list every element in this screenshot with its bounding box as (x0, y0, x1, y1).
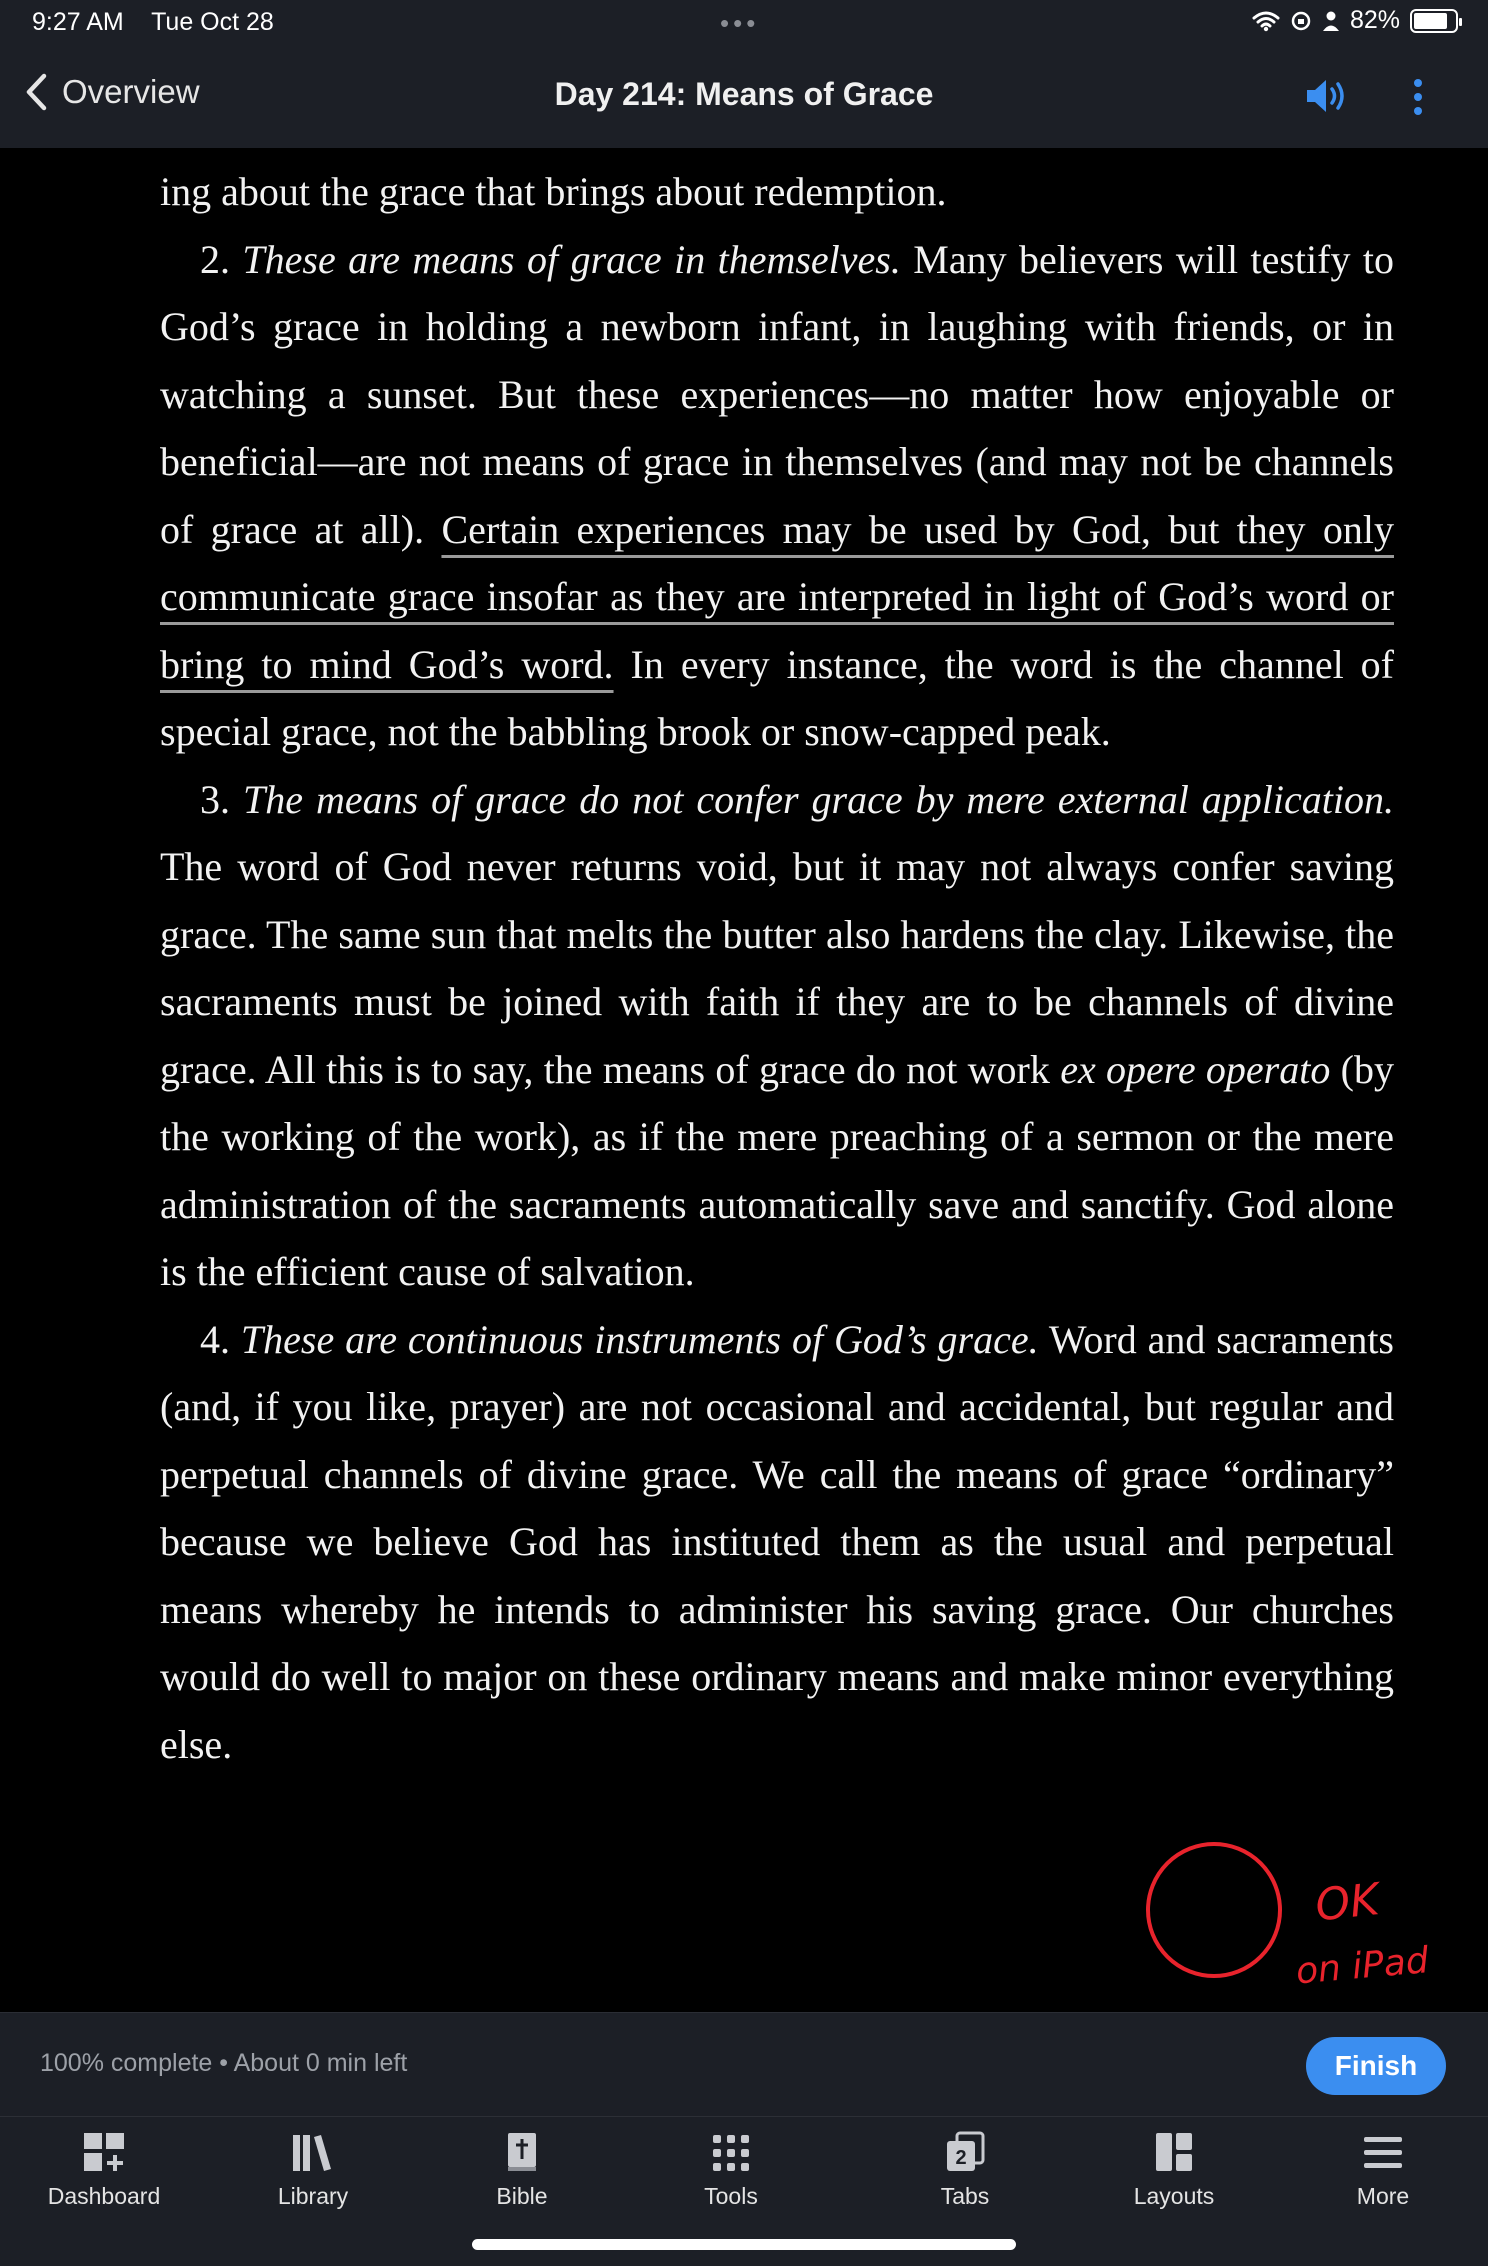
orientation-lock-icon (1290, 10, 1312, 32)
more-options-button[interactable] (1412, 78, 1424, 121)
paragraph-heading: The means of grace do not confer grace by mere external application. (242, 776, 1395, 822)
progress-bar (0, 2012, 1488, 2116)
tabs-count-badge: 2 (955, 2147, 967, 2169)
multitasking-dots-icon[interactable]: ••• (720, 8, 760, 38)
handwritten-annotation (0, 148, 1488, 2012)
status-time (32, 8, 274, 37)
person-icon (1322, 10, 1340, 32)
tab-label: Tools (704, 2183, 758, 2209)
paragraph-heading: These are continuous instruments of God’s grace. (240, 1316, 1039, 1362)
finish-button[interactable]: Finish (1306, 2037, 1446, 2095)
vertical-ellipsis-icon (1412, 78, 1424, 116)
tab-label: Bible (496, 2183, 548, 2209)
layouts-icon (1154, 2131, 1194, 2173)
status-clock: 9:27 AM (32, 8, 124, 36)
paragraph-heading: These are means of grace in themselves. (242, 236, 901, 282)
back-button[interactable] (24, 72, 200, 112)
annotation-circle (1148, 1844, 1280, 1976)
chevron-left-icon (24, 72, 48, 112)
page-title: Day 214: Means of Grace (554, 76, 934, 112)
tab-label: Library (277, 2183, 349, 2209)
tab-more[interactable] (1293, 2131, 1473, 2210)
tab-label: More (1356, 2183, 1410, 2209)
paragraph-text: Many believers will testify to God’s grace in holding a newborn infant, in laughing with friends, or in watching a sunset. But these experiences—no matter how enjoyable or beneficial—are not means of grace in themselves (and may not be channels of grace at all). (160, 236, 1394, 552)
top-bar (0, 0, 1488, 148)
tab-dashboard[interactable] (14, 2131, 194, 2210)
tabs-icon (943, 2131, 987, 2173)
status-date: Tue Oct 28 (151, 8, 274, 36)
tab-library[interactable] (223, 2131, 403, 2210)
more-icon (1362, 2131, 1404, 2173)
tab-tools[interactable] (641, 2131, 821, 2210)
back-label: Overview (62, 73, 200, 110)
bible-icon (502, 2131, 542, 2173)
list-number: 2. (200, 236, 230, 282)
paragraph-text: (by the working of the work), as if the mere preaching of a sermon or the mere administration of the sacraments automatically save and sanctify. God alone is the efficient cause of salvation. (160, 1046, 1394, 1294)
paragraph-text: The word of God never returns void, but it may not always confer saving grace. The same sun that melts the butter also hardens the clay. Likewise, the sacraments must be joined with faith if they are to be channels of divine grace. All this is to say, the means of grace do not work (160, 844, 1394, 1092)
progress-status: 100% complete • About 0 min left (40, 2049, 408, 2077)
tab-label: Layouts (1133, 2183, 1215, 2209)
list-number: 4. (200, 1316, 230, 1362)
paragraph-1: ing about the grace that brings about redemption. (160, 169, 947, 214)
tab-label: Tabs (940, 2183, 990, 2209)
home-indicator[interactable] (472, 2239, 1016, 2250)
paragraph-text: Word and sacraments (and, if you like, prayer) are not occasional and accidental, but regular and perpetual channels of divine grace. We call the means of grace “ordinary” because we believe God has instituted them as the usual and perpetual means whereby he intends to administer his saving grace. Our churches would do well to major on these ordinary means and make minor everything else. (160, 1316, 1394, 1767)
reading-pane[interactable] (0, 148, 1488, 2012)
annotation-line-2: on iPad (1294, 1940, 1431, 1993)
tab-bar (0, 2116, 1488, 2266)
annotation-line-1: OK (1312, 1874, 1382, 1932)
wifi-icon (1252, 10, 1280, 32)
status-indicators (1252, 6, 1458, 35)
speaker-icon (1304, 76, 1350, 116)
list-number: 3. (200, 776, 230, 822)
tab-label: Dashboard (47, 2183, 161, 2209)
highlighted-passage[interactable]: Certain experiences may be used by God, but they only communicate grace insofar as they are interpreted in light of God’s word or bring to mind God’s word. (160, 506, 1394, 687)
paragraph-text: In every instance, the word is the channel of special grace, not the babbling brook or snow-capped peak. (160, 641, 1394, 754)
tab-tabs[interactable] (875, 2131, 1055, 2210)
battery-icon (1410, 9, 1458, 33)
dashboard-icon (82, 2131, 126, 2173)
latin-phrase: ex opere operato (1060, 1046, 1331, 1092)
battery-percent: 82% (1349, 6, 1400, 34)
tools-icon (711, 2131, 751, 2173)
tab-layouts[interactable] (1084, 2131, 1264, 2210)
library-icon (291, 2131, 335, 2173)
tab-bible[interactable] (432, 2131, 612, 2210)
audio-button[interactable] (1304, 76, 1350, 121)
